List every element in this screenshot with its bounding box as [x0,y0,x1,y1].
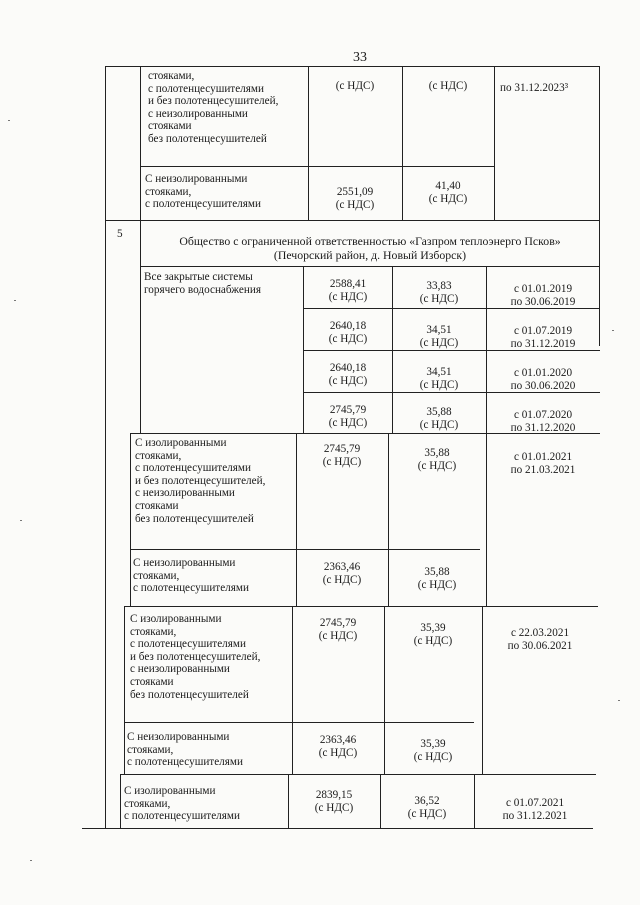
page-number: 33 [353,50,367,65]
period-cell: с 01.01.2020 по 30.06.2020 [510,367,576,392]
col-border-c1 [288,774,289,828]
value-cell: 2640,18 (с НДС) [328,320,368,345]
row-divider [124,722,474,723]
table-top-border [105,66,599,67]
value-cell: (с НДС) [428,80,468,92]
scan-speckle [14,300,16,301]
value-cell: 2588,41 (с НДС) [328,278,368,303]
value-cell: 2745,79 (с НДС) [318,617,358,642]
row-divider [140,166,494,167]
value-cell: (с НДС) [335,80,375,92]
period-cell: с 01.07.2021 по 31.12.2021 [502,797,568,822]
org-bottom-border [140,266,600,267]
value-cell: 2551,09 (с НДС) [335,186,375,211]
col-border-num [105,66,106,828]
block-divider [105,220,599,221]
value-cell: 35,88 (с НДС) [417,566,457,591]
col-border-c2 [402,66,403,220]
col-border-c1 [292,606,293,774]
desc-cell: С неизолированными стояками, с полотенцесушителями [145,173,261,211]
row-divider [124,606,598,607]
organization-name: Общество с ограниченной ответственностью «Газпром теплоэнерго Псков» (Печорский район, д. Новый Изборск) [179,234,561,262]
scan-speckle [30,860,32,861]
row-divider [130,549,480,550]
col-border-c2 [380,774,381,828]
col-border-c1 [303,266,304,433]
desc-cell: С неизолированными стояками, с полотенцесушителями [133,557,249,595]
value-cell: 34,51 (с НДС) [419,324,459,349]
table-bottom-border [82,828,593,829]
desc-cell: С неизолированными стояками, с полотенцесушителями [127,731,243,769]
col-border-period [494,66,495,220]
col-border-desc [120,774,121,828]
col-border-period [482,606,483,774]
row-number: 5 [117,228,123,240]
period-cell: с 01.01.2021 по 21.03.2021 [510,451,576,476]
period-cell: с 01.07.2020 по 31.12.2020 [510,409,576,434]
col-border-period [474,774,475,828]
row-divider [120,774,596,775]
value-cell: 2640,18 (с НДС) [328,362,368,387]
desc-cell: С изолированными стояками, с полотенцесушителями и без полотенцесушителей, с неизолированными стояками без полотенцесушителей [135,437,266,525]
value-cell: 2745,79 (с НДС) [322,443,362,468]
value-cell: 41,40 (с НДС) [428,180,468,205]
col-border-c1 [308,66,309,220]
table-right-border [599,66,600,274]
value-cell: 34,51 (с НДС) [419,366,459,391]
value-cell: 35,88 (с НДС) [419,406,459,431]
desc-cell: С изолированными стояками, с полотенцесушителями [124,785,240,823]
col-border-desc [140,66,141,433]
col-border-c2 [384,606,385,774]
scan-speckle [8,120,10,121]
period-cell: с 01.07.2019 по 31.12.2019 [510,325,576,350]
value-cell: 36,52 (с НДС) [407,795,447,820]
value-cell: 35,39 (с НДС) [413,622,453,647]
period-cell: с 22.03.2021 по 30.06.2021 [507,627,573,652]
desc-cell: С изолированными стояками, с полотенцесушителями и без полотенцесушителей, с неизолированными стояками без полотенцесушителей [130,613,261,701]
value-cell: 35,39 (с НДС) [413,738,453,763]
col-border-c1 [296,433,297,606]
value-cell: 2363,46 (с НДС) [322,561,362,586]
col-border-c2 [392,266,393,433]
col-border-desc [124,606,125,774]
value-cell: 33,83 (с НДС) [419,280,459,305]
col-border-c2 [388,433,389,606]
period-cell: по 31.12.2023³ [500,82,569,94]
desc-cell: стояками, с полотенцесушителями и без полотенцесушителей, с неизолированными стояками без полотенцесушителей [148,70,279,145]
value-cell: 35,88 (с НДС) [417,447,457,472]
col-border-period [486,266,487,606]
desc-cell: Все закрытые системы горячего водоснабжения [144,271,261,296]
value-cell: 2839,15 (с НДС) [314,789,354,814]
value-cell: 2745,79 (с НДС) [328,404,368,429]
scan-speckle [20,520,22,521]
table-right-border [599,266,600,346]
scan-speckle [612,330,614,331]
col-border-desc [130,433,131,606]
period-cell: с 01.01.2019 по 30.06.2019 [510,283,576,308]
scan-speckle [618,700,620,701]
value-cell: 2363,46 (с НДС) [318,734,358,759]
